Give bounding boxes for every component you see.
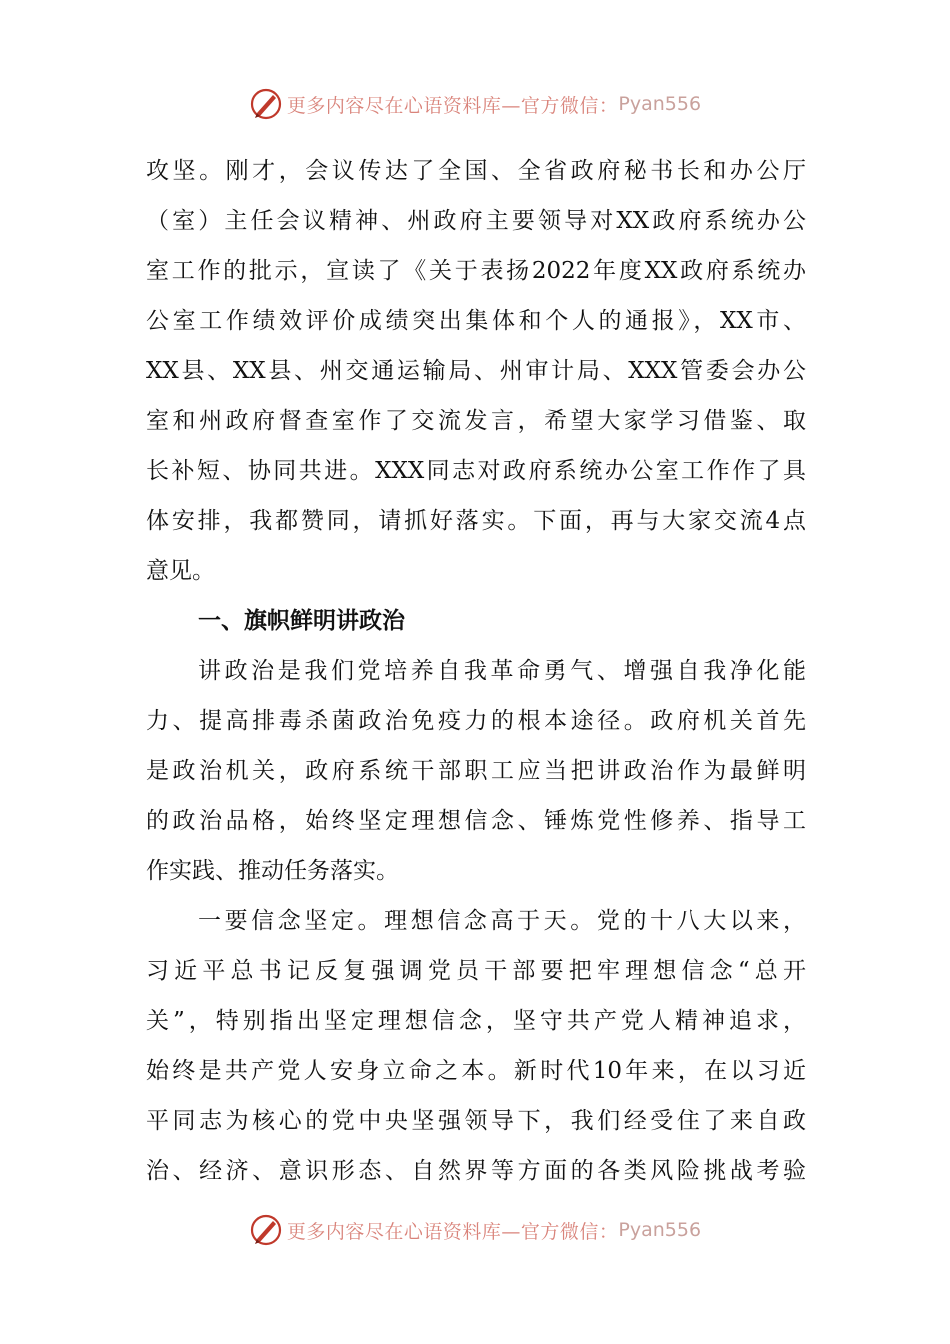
watermark-text: 更多内容尽在心语资料库—官方微信： [286,94,619,117]
text-line: 关”，特别指出坚定理想信念，坚守共产党人精神追求， [146,1008,806,1034]
text-line: 平同志为核心的党中央坚强领导下，我们经受住了来自政 [146,1108,806,1134]
paragraph-2 [146,646,806,896]
text-line: 讲政治是我们党培养自我革命勇气、增强自我净化能 [198,658,806,684]
pen-logo-icon [249,1213,283,1247]
paragraph-3 [146,896,806,1196]
text-line: 体安排，我都赞同，请抓好落实。下面，再与大家交流4点 [146,508,806,534]
text-line: XX县、XX县、州交通运输局、州审计局、XXX管委会办公 [146,358,806,384]
text-line: （室）主任会议精神、州政府主要领导对XX政府系统办公 [146,208,806,234]
watermark-text: 更多内容尽在心语资料库—官方微信： [286,1220,619,1243]
watermark-banner-top [0,82,950,126]
watermark-banner-bottom [0,1208,950,1252]
text-line: 是政治机关，政府系统干部职工应当把讲政治作为最鲜明 [146,758,806,784]
text-line: 的政治品格，始终坚定理想信念、锤炼党性修养、指导工 [146,808,806,834]
pen-logo-icon [249,87,283,121]
text-line: 长补短、协同共进。XXX同志对政府系统办公室工作作了具 [146,458,806,484]
text-line: 作实践、推动任务落实。 [146,858,399,884]
text-line: 始终是共产党人安身立命之本。新时代10年来，在以习近 [146,1058,806,1084]
watermark-wechat-id: Pyan556 [618,1219,702,1241]
paragraph-1 [146,146,806,596]
text-line: 公室工作绩效评价成绩突出集体和个人的通报》，XX市、 [146,308,806,334]
text-line: 一要信念坚定。理想信念高于天。党的十八大以来， [198,908,806,934]
watermark-wechat-id: Pyan556 [618,93,702,115]
text-line: 治、经济、意识形态、自然界等方面的各类风险挑战考验 [146,1158,806,1184]
text-line: 室和州政府督查室作了交流发言，希望大家学习借鉴、取 [146,408,806,434]
text-line: 室工作的批示，宣读了《关于表扬2022年度XX政府系统办 [146,258,806,284]
text-line: 攻坚。刚才，会议传达了全国、全省政府秘书长和办公厅 [146,158,806,184]
section-heading: 一、旗帜鲜明讲政治 [198,608,405,634]
document-body [146,146,806,1196]
text-line: 力、提高排毒杀菌政治免疫力的根本途径。政府机关首先 [146,708,806,734]
text-line: 意见。 [146,558,215,584]
text-line: 习近平总书记反复强调党员干部要把牢理想信念“总开 [146,958,806,984]
